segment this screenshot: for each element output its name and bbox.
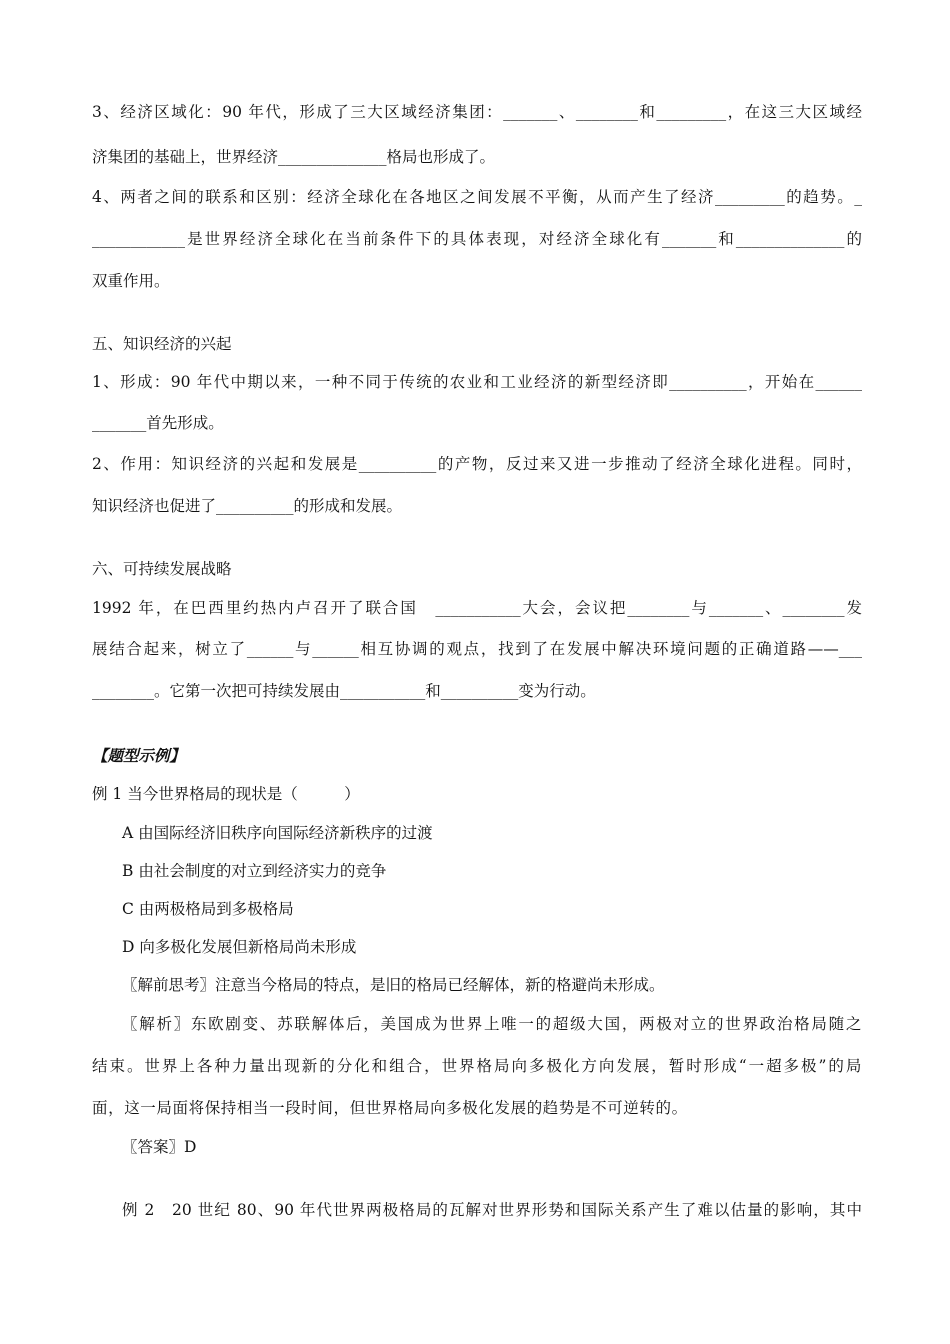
section-heading-sustainable-development: 六、可持续发展战略 <box>92 560 232 578</box>
text-line: 2、作用：知识经济的兴起和发展是__________的产物，反过来又进一步推动了经济全球化进程。同时， <box>92 455 862 473</box>
section-tag-example-questions: 【题型示例】 <box>92 746 186 765</box>
section-heading-knowledge-economy: 五、知识经济的兴起 <box>92 335 232 353</box>
analysis-line: 面，这一局面将保持相当一段时间，但世界格局向多极化发展的趋势是不可逆转的。 <box>92 1099 688 1117</box>
answer-line: 〖答案〗D <box>122 1138 197 1156</box>
analysis-line: 〖解析〗东欧剧变、苏联解体后，美国成为世界上唯一的超级大国，两极对立的世界政治格局随之 <box>122 1015 862 1033</box>
text-line: ____________是世界经济全球化在当前条件下的具体表现，对经济全球化有_______和______________的 <box>92 230 862 248</box>
text-line: 双重作用。 <box>92 272 170 290</box>
pre-solution-thinking: 〖解前思考〗注意当今格局的特点，是旧的格局已经解体，新的格避尚未形成。 <box>122 976 665 994</box>
option-d: D 向多极化发展但新格局尚未形成 <box>122 938 357 956</box>
text-line: 1、形成：90 年代中期以来，一种不同于传统的农业和工业经济的新型经济即__________，开始在______ <box>92 373 862 391</box>
option-c: C 由两极格局到多极格局 <box>122 900 294 918</box>
option-a: A 由国际经济旧秩序向国际经济新秩序的过渡 <box>122 824 433 842</box>
text-line-economic-regionalization: 3、经济区域化：90 年代，形成了三大区域经济集团：_______、________和_________，在这三大区域经 <box>92 103 862 121</box>
text-line: 知识经济也促进了__________的形成和发展。 <box>92 497 403 515</box>
question-1: 例 1 当今世界格局的现状是（ ） <box>92 785 360 803</box>
question-2: 例 2 20 世纪 80、90 年代世界两极格局的瓦解对世界形势和国际关系产生了难以估量的影响，其中 <box>122 1201 862 1219</box>
text-line: _______首先形成。 <box>92 414 224 432</box>
text-line: 1992 年，在巴西里约热内卢召开了联合国 ___________大会，会议把________与_______、________发 <box>92 599 862 617</box>
option-b: B 由社会制度的对立到经济实力的竞争 <box>122 862 387 880</box>
text-line: 展结合起来，树立了______与______相互协调的观点，找到了在发展中解决环境问题的正确道路——___ <box>92 640 862 658</box>
text-line: ________。它第一次把可持续发展由___________和__________变为行动。 <box>92 682 596 700</box>
analysis-line: 结束。世界上各种力量出现新的分化和组合，世界格局向多极化方向发展，暂时形成“一超多极”的局 <box>92 1057 862 1075</box>
text-line: 济集团的基础上，世界经济______________格局也形成了。 <box>92 148 496 166</box>
text-line-relationship: 4、两者之间的联系和区别：经济全球化在各地区之间发展不平衡，从而产生了经济_________的趋势。_ <box>92 188 862 206</box>
